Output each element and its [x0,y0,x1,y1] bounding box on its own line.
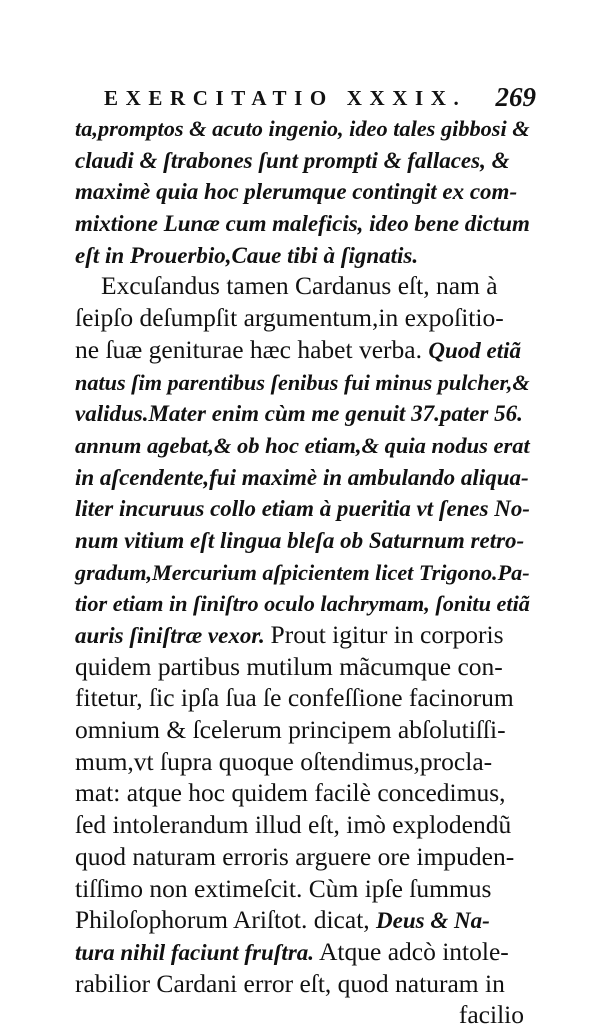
text-line [75,841,530,873]
text-line [75,777,530,809]
body-text [75,112,530,1031]
text-line [75,524,530,556]
roman-text: mum,vt ſupra quoque oſtendimus,procla- [75,746,493,776]
text-line [75,873,530,905]
italic-text: mixtione Lunæ cum maleficis, ideo bene dictum [75,211,530,237]
text-line [75,746,530,778]
roman-text: Prout igitur in corporis [270,620,504,649]
italic-text: maximè quia hoc plerumque contingit ex com- [75,179,518,205]
roman-text: Excuſandus tamen Cardanus eſt, nam à [101,271,498,301]
text-line [75,587,530,619]
roman-text: tiſſimo non extimeſcit. Cùm ipſe ſummus [75,873,492,903]
text-line [75,207,530,239]
text-line [75,619,530,651]
text-line [75,714,530,746]
italic-text: gradum,Mercurium aſpicientem licet Trigono.Pa- [75,559,530,585]
italic-text: Deus & Na- [376,908,490,934]
roman-text: ne ſuæ geniturae hæc habet verba. [75,334,429,364]
italic-text: claudi & ſtrabones ſunt prompti & fallaces, & [75,147,510,173]
italic-text: validus.Mater enim cùm me genuit 37.pater 56. [75,401,523,427]
text-line [75,144,530,176]
roman-text: quidem partibus mutilum mãcumque con- [75,651,503,681]
italic-text: liter incuruus collo etiam à pueritia vt ſenes No- [75,496,530,522]
text-line [75,904,530,936]
text-line [75,556,530,588]
text-line [75,682,530,714]
italic-text: eſt in Prouerbio,Caue tibi à ſignatis. [75,242,419,268]
text-line [75,492,530,524]
italic-text: auris ſiniſtræ vexor. [75,623,271,648]
italic-text: annum agebat,& ob hoc etiam,& quia nodus erat [75,432,530,458]
roman-text: mat: atque hoc quidem facilè concedimus, [75,778,506,808]
text-line [75,239,530,271]
text-line [75,302,530,334]
roman-text: Atque adcò intole- [314,936,509,966]
page-number: 269 [495,82,536,112]
text-line [75,936,530,968]
text-line [75,397,530,429]
text-line [75,112,530,144]
italic-text: ta,promptos & acuto ingenio, ideo tales gibbosi & [75,116,530,141]
text-line [75,270,530,302]
text-line [75,809,530,841]
roman-text: facilio [458,1000,524,1030]
roman-text: fitetur, ſic ipſa ſua ſe confeſſione facinorum [75,683,514,713]
roman-text: ſed intolerandum illud eſt, imò explodendũ [75,810,512,840]
text-line [75,175,530,207]
roman-text: ſeipſo deſumpſit argumentum,in expoſitio- [75,303,504,333]
text-line [75,334,530,366]
italic-text: Quod etiã [428,337,521,363]
running-head: EXERCITATIO XXXIX. [104,86,467,110]
text-line [75,429,530,461]
roman-text: rabilior Cardani error eſt, quod naturam in [75,968,505,998]
text-line [75,461,530,493]
italic-text: num vitium eſt lingua bleſa ob Saturnum retro- [75,527,525,553]
roman-text: Philoſophorum Ariſtot. dicat, [75,905,377,935]
roman-text: omnium & ſcelerum principem abſolutiſſi- [75,715,506,745]
text-line [75,651,530,683]
roman-text: quod naturam erroris arguere ore impuden- [75,841,515,871]
page-header [96,82,536,112]
italic-text: in aſcendente,fui maximè in ambulando aliqua- [75,464,529,490]
italic-text: tior etiam in ſiniſtro oculo lachrymam, ſonitu etiã [75,591,530,617]
text-line [75,968,530,1000]
catchword [75,999,530,1031]
italic-text: tura nihil faciunt fruſtra. [75,939,315,965]
italic-text: natus ſim parentibus ſenibus fui minus pulcher,& [75,369,530,395]
text-line [75,366,530,398]
